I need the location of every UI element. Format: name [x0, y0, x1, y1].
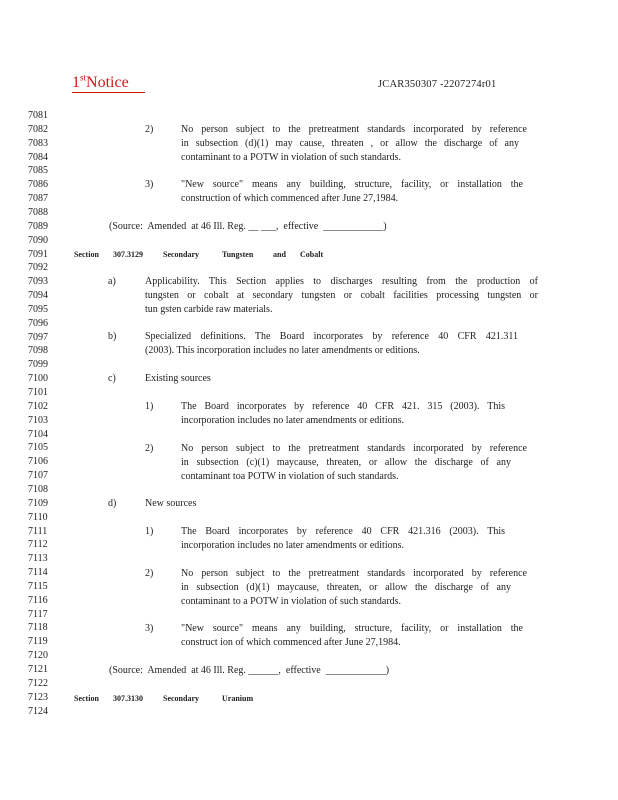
item-marker: d): [108, 498, 117, 509]
text-line: contaminant to a POTW in violation of such standards.: [181, 596, 402, 607]
source-note: (Source: Amended at 46 Ill. Reg. __ ___, effective ____________): [109, 221, 387, 232]
line-number: 7081: [28, 110, 48, 121]
line-number: 7102: [28, 400, 48, 412]
item-marker: 3): [145, 179, 154, 190]
line-number: 7099: [28, 359, 48, 371]
line-number: 7091: [28, 248, 48, 260]
line-number: 7115: [28, 580, 48, 592]
text-line: Applicability. This Section applies to discharges resulting from the production of: [145, 276, 538, 287]
line-number: 7100: [28, 373, 48, 385]
line-number: 7109: [28, 497, 48, 509]
line-number: 7090: [28, 234, 48, 246]
notice-heading: 1stNotice: [72, 74, 145, 93]
line-number: 7085: [28, 165, 48, 177]
line-number: 7119: [28, 636, 48, 648]
line-number: 7113: [28, 553, 48, 565]
item-marker: b): [108, 331, 117, 342]
text-line: incorporation includes no later amendments or editions.: [181, 415, 404, 426]
line-number: 7114: [28, 567, 48, 579]
line-number: 7084: [28, 151, 48, 163]
section-title-word: Secondary: [163, 250, 199, 259]
document-code: JCAR350307 -2207274r01: [378, 79, 497, 90]
text-line: contaminant to a POTW in violation of such standards.: [181, 152, 402, 163]
text-line: in subsection (d)(1) may cause, threaten , or allow the discharge of any: [181, 138, 519, 149]
text-line: No person subject to the pretreatment standards incorporated by reference: [181, 568, 527, 579]
section-title-word: Cobalt: [300, 250, 324, 259]
item-marker: 2): [145, 124, 154, 135]
text-line: contaminant toa POTW in violation of such standards.: [181, 471, 399, 482]
line-number: 7105: [28, 442, 48, 454]
section-label: Section: [74, 694, 99, 703]
line-number: 7095: [28, 303, 48, 315]
section-number: 307.3130: [113, 694, 143, 703]
text-line: incorporation includes no later amendments or editions.: [181, 540, 404, 551]
item-marker: 1): [145, 401, 154, 412]
line-number: 7089: [28, 220, 48, 232]
section-number: 307.3129: [113, 250, 143, 259]
line-number: 7082: [28, 123, 48, 135]
text-line: "New source" means any building, structure, facility, or installation the: [181, 623, 523, 634]
line-number: 7083: [28, 137, 48, 149]
line-number: 7121: [28, 664, 48, 675]
line-number: 7096: [28, 317, 48, 329]
text-line: Specialized definitions. The Board incorporates by reference 40 CFR 421.311: [145, 331, 518, 342]
line-number: 7087: [28, 193, 48, 205]
line-number: 7118: [28, 622, 48, 634]
line-number: 7097: [28, 331, 48, 343]
section-label: Section: [74, 250, 99, 259]
text-line: (2003). This incorporation includes no later amendments or editions.: [145, 345, 420, 356]
item-marker: 2): [145, 443, 154, 454]
line-number: 7108: [28, 483, 48, 495]
line-number: 7103: [28, 414, 48, 426]
line-number: 7106: [28, 456, 48, 468]
text-line: No person subject to the pretreatment standards incorporated by reference: [181, 124, 527, 135]
text-line: tungsten or cobalt at secondary tungsten or cobalt facilities processing tungsten or: [145, 290, 538, 301]
text-line: "New source" means any building, structure, facility, or installation the: [181, 179, 523, 190]
line-number: 7092: [28, 262, 48, 274]
line-number: 7104: [28, 428, 48, 440]
text-line: in subsection (c)(1) maycause, threaten, or allow the discharge of any: [181, 457, 511, 468]
line-number: 7101: [28, 387, 48, 398]
text-line: New sources: [145, 498, 197, 509]
line-number: 7088: [28, 206, 48, 218]
item-marker: 3): [145, 623, 154, 634]
line-number: 7120: [28, 650, 48, 662]
text-line: No person subject to the pretreatment standards incorporated by reference: [181, 443, 527, 454]
text-line: construct ion of which commenced after June 27,1984.: [181, 637, 401, 648]
line-number: 7124: [28, 705, 48, 717]
text-line: Existing sources: [145, 373, 211, 384]
line-number: 7093: [28, 276, 48, 288]
text-line: tun gsten carbide raw materials.: [145, 304, 273, 315]
text-line: The Board incorporates by reference 40 CFR 421. 315 (2003). This: [181, 401, 505, 412]
item-marker: a): [108, 276, 116, 287]
item-marker: c): [108, 373, 116, 384]
line-number: 7122: [28, 677, 48, 689]
source-note: (Source: Amended at 46 Ill. Reg. ______, effective ____________): [109, 665, 390, 676]
line-number: 7086: [28, 179, 48, 191]
section-title-word: Uranium: [222, 694, 254, 703]
item-marker: 1): [145, 526, 154, 537]
section-title-word: Tungsten: [222, 250, 254, 259]
line-number: 7098: [28, 345, 48, 357]
line-number: 7111: [28, 525, 48, 537]
line-number: 7123: [28, 691, 48, 703]
section-title-word: and: [273, 250, 286, 259]
line-number: 7116: [28, 594, 48, 606]
text-line: construction of which commenced after June 27,1984.: [181, 193, 399, 204]
line-number: 7107: [28, 470, 48, 482]
text-line: in subsection (d)(1) maycause, threaten, or allow the discharge of any: [181, 582, 511, 593]
item-marker: 2): [145, 568, 154, 579]
text-line: The Board incorporates by reference 40 CFR 421.316 (2003). This: [181, 526, 505, 537]
section-title-word: Secondary: [163, 694, 199, 703]
line-number: 7117: [28, 608, 48, 620]
line-number: 7112: [28, 539, 48, 551]
line-number: 7110: [28, 511, 48, 523]
line-number: 7094: [28, 290, 48, 302]
